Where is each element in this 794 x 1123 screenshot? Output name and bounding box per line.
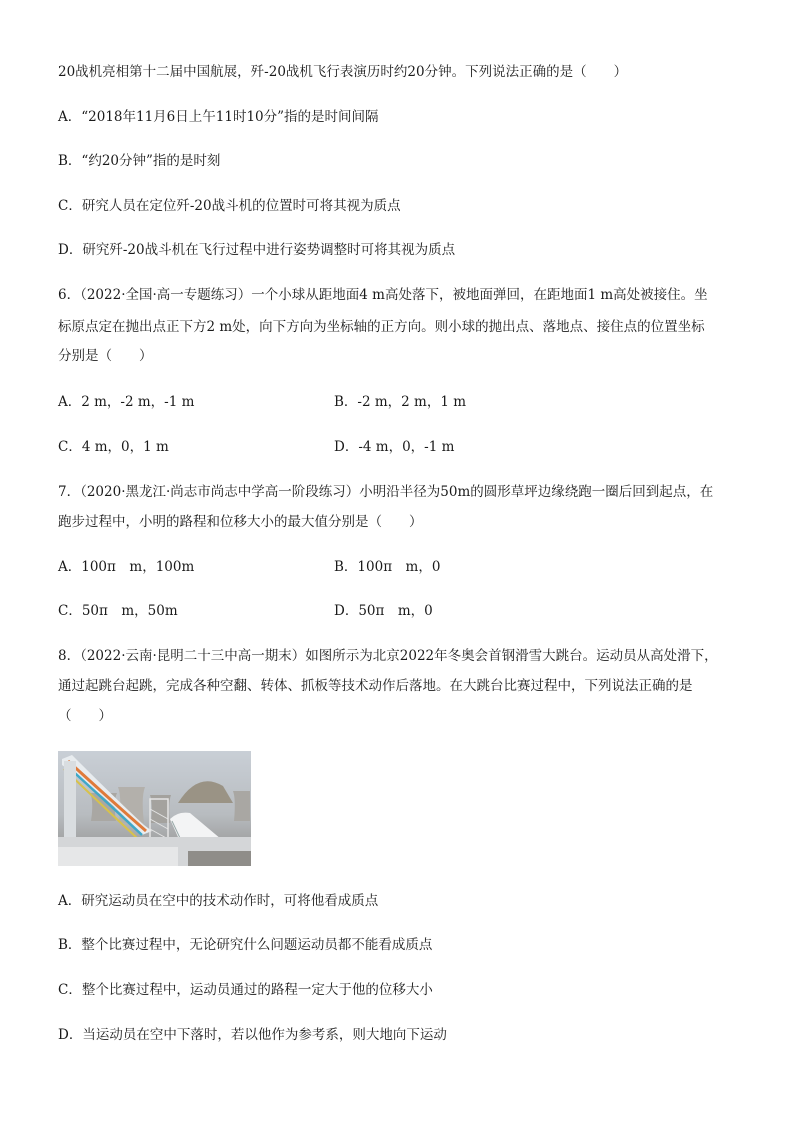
q8-stem-line1: 8．（2022·云南·昆明二十三中高一期末）如图所示为北京2022年冬奥会首钢滑雪大跳台。运动员从高处滑下， — [58, 648, 718, 664]
q6-option-c: C．4 m，0，1 m — [58, 439, 169, 455]
q8-stem-line3: （ ） — [58, 708, 112, 724]
q6-option-b: B．-2 m，2 m，1 m — [334, 394, 467, 410]
q8-option-b: B．整个比赛过程中，无论研究什么问题运动员都不能看成质点 — [58, 937, 433, 953]
q8-option-c: C．整个比赛过程中，运动员通过的路程一定大于他的位移大小 — [58, 982, 433, 998]
q5-option-d: D．研究歼-20战斗机在飞行过程中进行姿势调整时可将其视为质点 — [58, 242, 456, 258]
q7-stem-line2: 跑步过程中，小明的路程和位移大小的最大值分别是（ ） — [58, 514, 423, 530]
question-intro: 20战机亮相第十二届中国航展，歼-20战机飞行表演历时约20分钟。下列说法正确的是（ ） — [58, 64, 628, 80]
q7-option-b: B．100π m，0 — [334, 559, 441, 575]
q6-stem-line2: 标原点定在抛出点正下方2 m处，向下方向为坐标轴的正方向。则小球的抛出点、落地点、接住点的位置坐标 — [58, 319, 705, 335]
q8-option-d: D．当运动员在空中下落时，若以他作为参考系，则大地向下运动 — [58, 1027, 447, 1043]
ski-jump-photo — [58, 751, 251, 866]
q6-stem-line3: 分别是（ ） — [58, 348, 153, 364]
q5-option-c: C．研究人员在定位歼-20战斗机的位置时可将其视为质点 — [58, 198, 401, 214]
q6-stem-line1: 6．（2022·全国·高一专题练习）一个小球从距地面4 m高处落下，被地面弹回，在距地面1 m高处被接住。坐 — [58, 287, 708, 303]
q8-stem-line2: 通过起跳台起跳，完成各种空翻、转体、抓板等技术动作后落地。在大跳台比赛过程中，下列说法正确的是 — [58, 678, 693, 694]
q7-option-a: A．100π m，100m — [58, 559, 195, 575]
q7-option-c: C．50π m，50m — [58, 603, 178, 619]
q8-option-a: A．研究运动员在空中的技术动作时，可将他看成质点 — [58, 893, 379, 909]
q7-stem-line1: 7．（2020·黑龙江·尚志市尚志中学高一阶段练习）小明沿半径为50m的圆形草坪边缘绕跑一圈后回到起点，在 — [58, 484, 714, 500]
q5-option-a: A．“2018年11月6日上午11时10分”指的是时间间隔 — [58, 109, 379, 125]
q7-option-d: D．50π m，0 — [334, 603, 433, 619]
q6-option-d: D．-4 m，0，-1 m — [334, 439, 455, 455]
q5-option-b: B．“约20分钟”指的是时刻 — [58, 153, 221, 169]
q6-option-a: A．2 m，-2 m，-1 m — [58, 394, 195, 410]
